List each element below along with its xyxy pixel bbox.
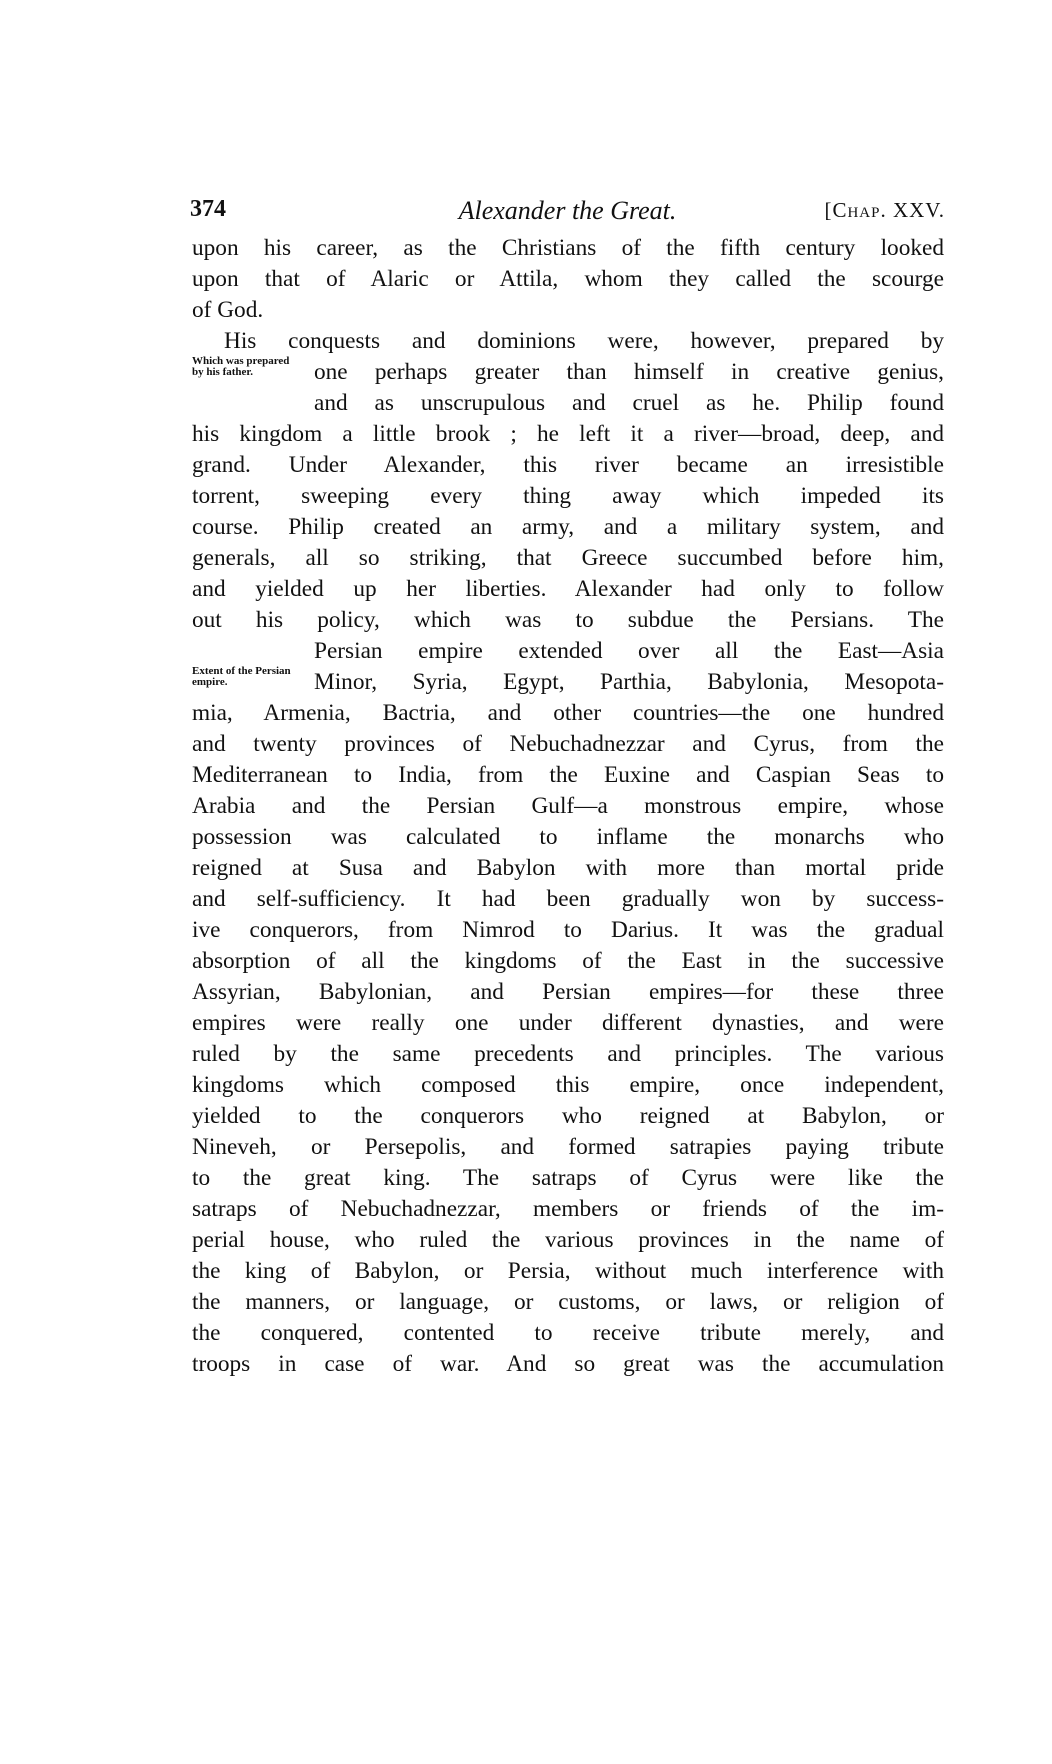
text-line: Persian empire extended over all the East—Asia — [314, 638, 944, 664]
text-line: upon his career, as the Christians of the fifth century looked — [192, 235, 944, 261]
page-header — [190, 196, 945, 236]
text-line: empires were really one under different dynasties, and were — [192, 1010, 944, 1036]
text-line: ruled by the same precedents and principles. The various — [192, 1041, 944, 1067]
text-line: reigned at Susa and Babylon with more than mortal pride — [192, 855, 944, 881]
text-line: possession was calculated to inflame the monarchs who — [192, 824, 944, 850]
margin-note-extent-of-persian-empire: Extent of the Persian empire. — [192, 665, 291, 688]
text-line: Mediterranean to India, from the Euxine and Caspian Seas to — [192, 762, 944, 788]
text-line: mia, Armenia, Bactria, and other countries—the one hundred — [192, 700, 944, 726]
text-line: course. Philip created an army, and a military system, and — [192, 514, 944, 540]
text-line: the manners, or language, or customs, or laws, or religion of — [192, 1289, 944, 1315]
text-line: grand. Under Alexander, this river became an irresistible — [192, 452, 944, 478]
text-line: his kingdom a little brook ; he left it a river—broad, deep, and — [192, 421, 944, 447]
text-line: out his policy, which was to subdue the Persians. The — [192, 607, 944, 633]
text-line: Assyrian, Babylonian, and Persian empires—for these three — [192, 979, 944, 1005]
text-line: absorption of all the kingdoms of the East in the successive — [192, 948, 944, 974]
running-title: Alexander the Great. — [458, 196, 677, 225]
text-line: yielded to the conquerors who reigned at Babylon, or — [192, 1103, 944, 1129]
text-line: perial house, who ruled the various provinces in the name of — [192, 1227, 944, 1253]
text-line: and as unscrupulous and cruel as he. Philip found — [314, 390, 944, 416]
text-line: satraps of Nebuchadnezzar, members or friends of the im- — [192, 1196, 944, 1222]
text-line: the conquered, contented to receive tribute merely, and — [192, 1320, 944, 1346]
text-line: Minor, Syria, Egypt, Parthia, Babylonia, Mesopota- — [314, 669, 944, 695]
text-line: of God. — [192, 297, 264, 323]
text-line: upon that of Alaric or Attila, whom they called the scourge — [192, 266, 944, 292]
text-line: to the great king. The satraps of Cyrus were like the — [192, 1165, 944, 1191]
text-line: and self-sufficiency. It had been gradually won by success- — [192, 886, 944, 912]
chapter-reference: [Chap. XXV. — [824, 198, 945, 222]
text-line: torrent, sweeping every thing away which impeded its — [192, 483, 944, 509]
text-line: kingdoms which composed this empire, once independent, — [192, 1072, 944, 1098]
text-line: ive conquerors, from Nimrod to Darius. It was the gradual — [192, 917, 944, 943]
text-line: Nineveh, or Persepolis, and formed satrapies paying tribute — [192, 1134, 944, 1160]
text-line: generals, all so striking, that Greece succumbed before him, — [192, 545, 944, 571]
text-line: one perhaps greater than himself in creative genius, — [314, 359, 944, 385]
page-number: 374 — [190, 196, 226, 222]
text-line: and twenty provinces of Nebuchadnezzar and Cyrus, from the — [192, 731, 944, 757]
text-line: and yielded up her liberties. Alexander had only to follow — [192, 576, 944, 602]
margin-note-prepared-by-father: Which was prepared by his father. — [192, 355, 290, 378]
text-line: troops in case of war. And so great was the accumulation — [192, 1351, 944, 1377]
text-line: His conquests and dominions were, however, prepared by — [224, 328, 944, 354]
text-line: the king of Babylon, or Persia, without much interference with — [192, 1258, 944, 1284]
text-line: Arabia and the Persian Gulf—a monstrous empire, whose — [192, 793, 944, 819]
